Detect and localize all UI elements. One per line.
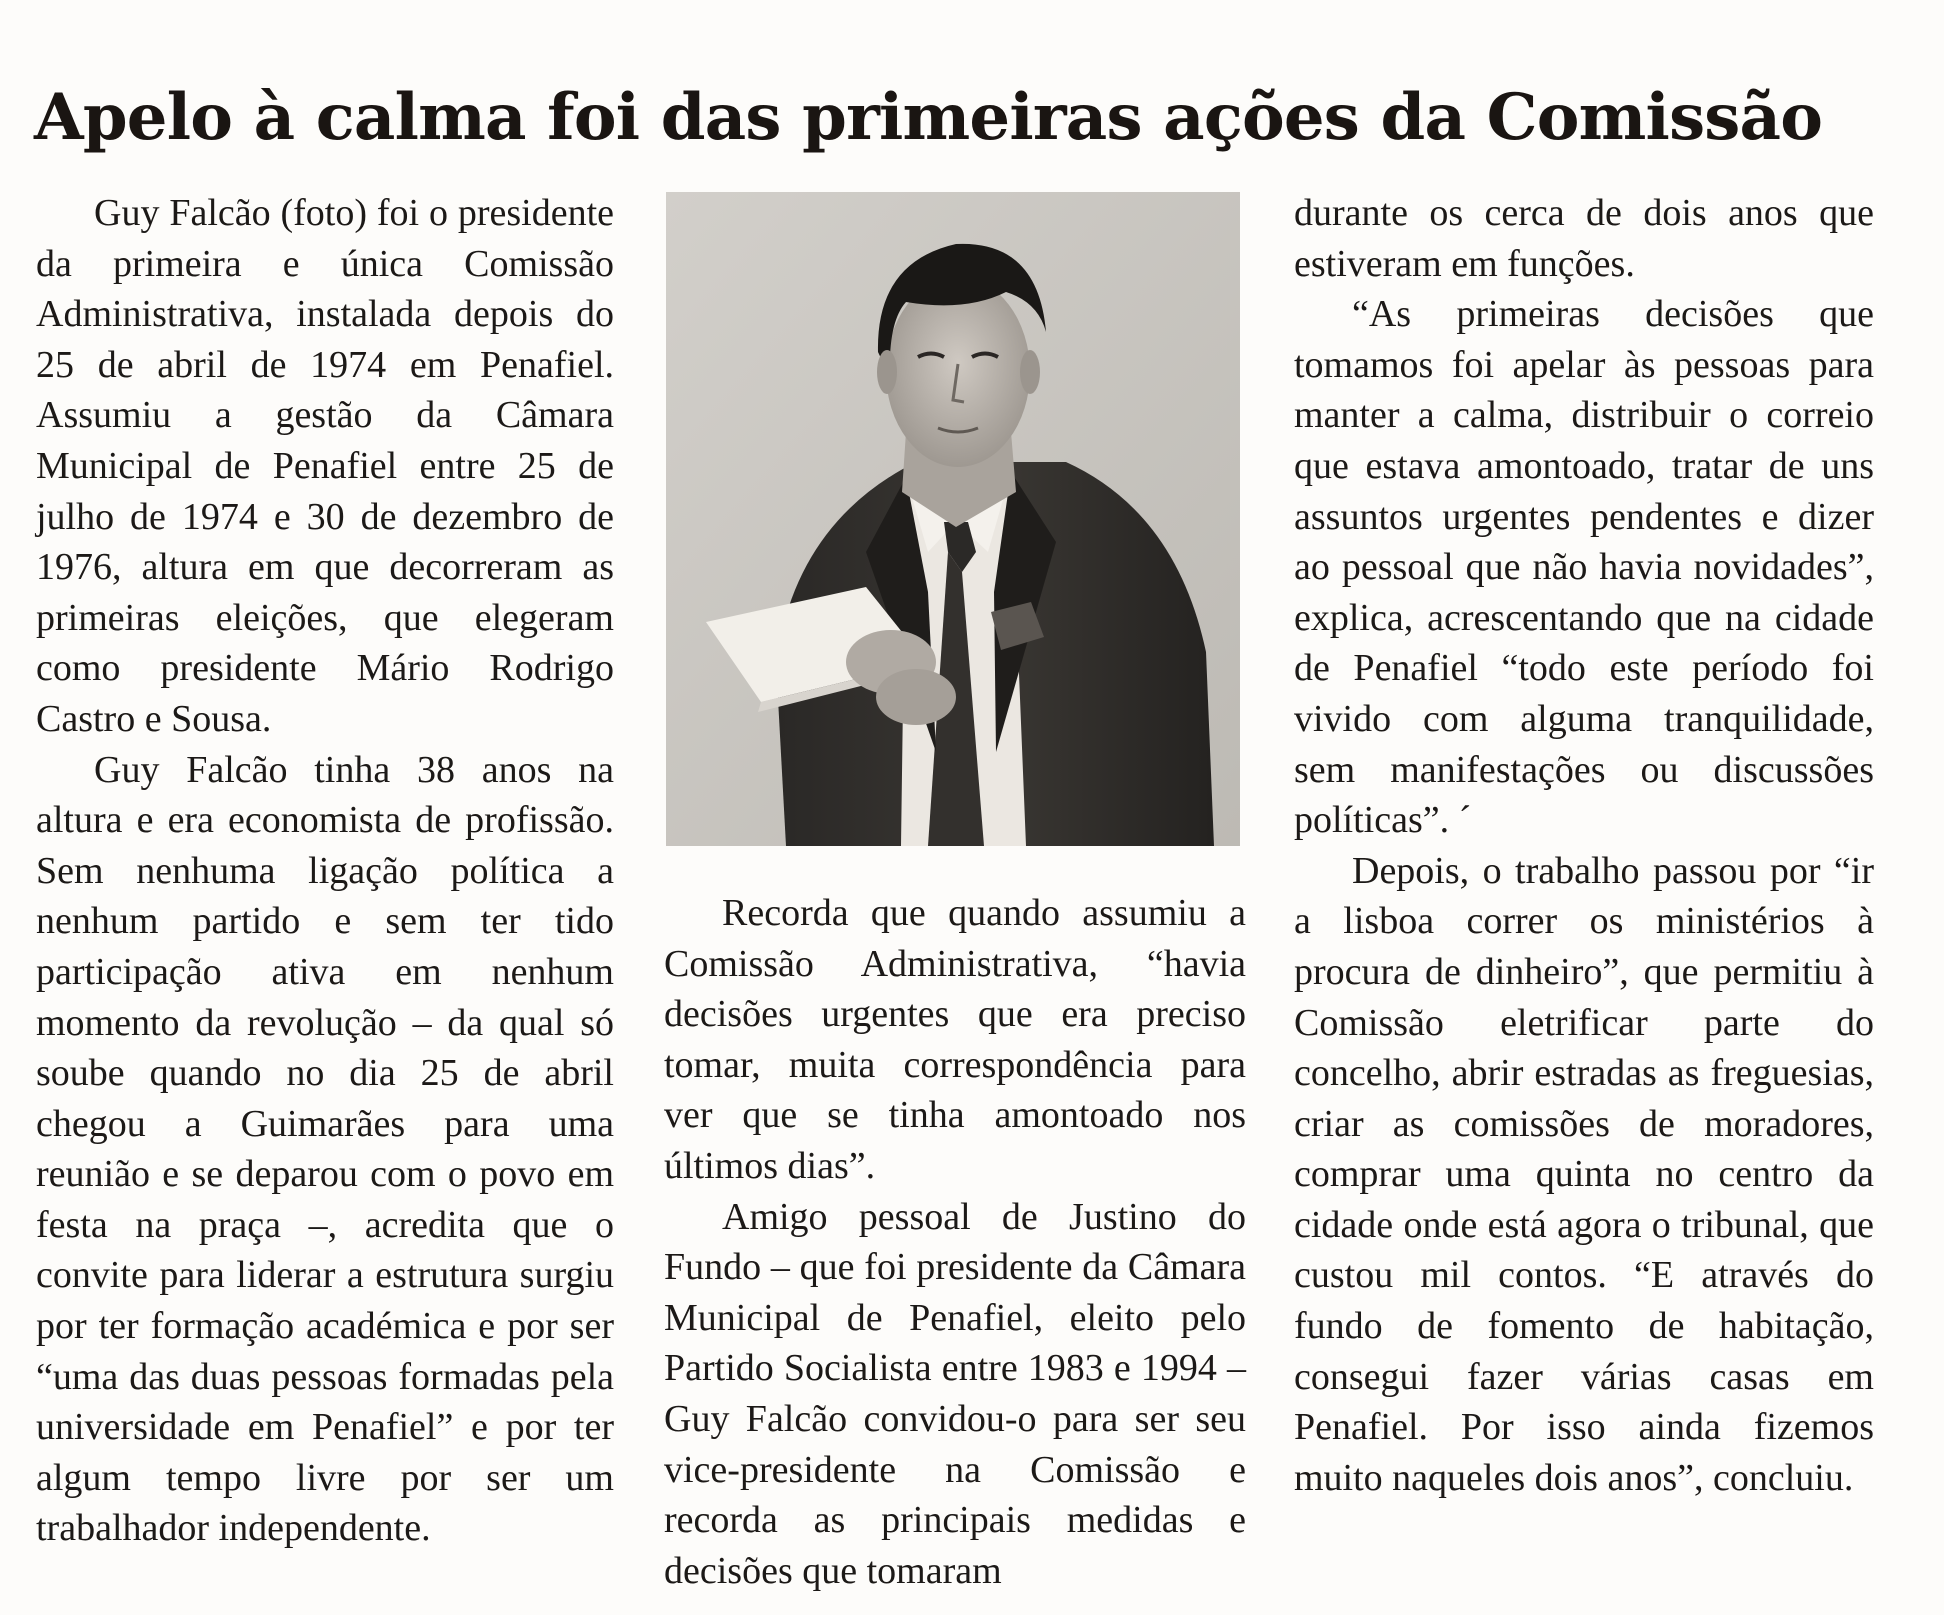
paragraph: durante os cerca de dois anos que estiveram em funções. <box>1294 192 1874 285</box>
paragraph: Guy Falcão (foto) foi o presidente da primeira e única Comissão Administrativa, instalada depois do 25 de abril de 1974 em Penafiel. Assumiu a gestão da Câmara Municipal de Penafiel entre 25 de julho de 1974 e 30 de dezembro de 1976, altura em que decorreram as primeiras eleições, que elegeram como presidente Mário Rodrigo Castro e Sousa. <box>36 192 614 740</box>
paragraph: Depois, o trabalho passou por “ir a lisboa correr os ministérios à procura de dinheiro”, que permitiu à Comissão eletrificar parte do concelho, abrir estradas as freguesias, criar as comissões de moradores, comprar uma quinta no centro da cidade onde está agora o tribunal, que custou mil contos. “E através do fundo de fomento de habitação, consegui fazer várias casas em Penafiel. Por isso ainda fizemos muito naqueles dois anos”, concluiu. <box>1294 849 1874 1499</box>
paragraph: Guy Falcão tinha 38 anos na altura e era economista de profissão. Sem nenhuma ligação política a nenhum partido e sem ter tido participação ativa em nenhum momento da revolução – da qual só soube quando no dia 25 de abril chegou a Guimarães para uma reunião e se deparou com o povo em festa na praça –, acredita que o convite para liderar a estrutura surgiu por ter formação académica e por ser “uma das duas pessoas formadas pela universidade em Penafiel” e por ter algum tempo livre por ser um trabalhador independente. <box>36 748 614 1550</box>
paragraph: Amigo pessoal de Justino do Fundo – que foi presidente da Câmara Municipal de Penafiel, eleito pelo Partido Socialista entre 1983 e 1994 – Guy Falcão convidou-o para ser seu vice-presidente na Comissão e recorda as principais medidas e decisões que tomaram <box>664 1195 1246 1592</box>
portrait-photo <box>666 192 1240 846</box>
portrait-illustration <box>666 192 1240 846</box>
article-column-1 <box>36 188 614 1554</box>
article-column-2 <box>664 888 1246 1596</box>
headline: Apelo à calma foi das primeiras ações da Comissão <box>34 80 1823 155</box>
paragraph: “As primeiras decisões que tomamos foi apelar às pessoas para manter a calma, distribuir o correio que estava amontoado, tratar de uns assuntos urgentes pendentes e dizer ao pessoal que não havia novidades”, explica, acrescentando que na cidade de Penafiel “todo este período foi vivido com alguma tranquilidade, sem manifestações ou discussões políticas”. ´ <box>1294 293 1874 842</box>
paragraph: Recorda que quando assumiu a Comissão Administrativa, “havia decisões urgentes que era preciso tomar, muita correspondência para ver que se tinha amontoado nos últimos dias”. <box>664 892 1246 1187</box>
article-column-3 <box>1294 188 1874 1503</box>
